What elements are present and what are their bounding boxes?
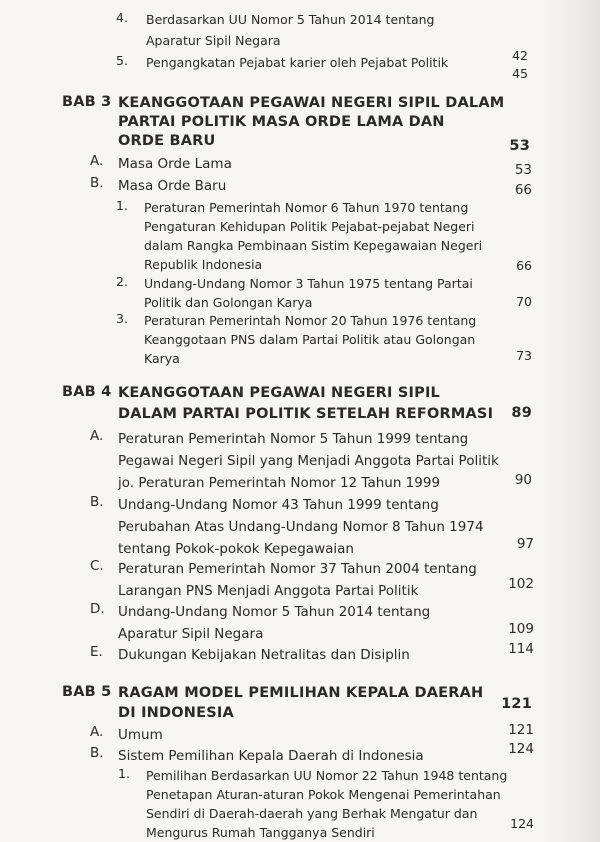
item-number: 1. xyxy=(118,766,130,781)
chapter-label: BAB 5 xyxy=(62,684,112,700)
page-number: 124 xyxy=(510,816,534,831)
page-number: 66 xyxy=(516,258,532,273)
item-number: 5. xyxy=(116,53,128,68)
section-line: Umum xyxy=(118,727,163,743)
section-line: Masa Orde Lama xyxy=(118,156,232,172)
page-number: 114 xyxy=(508,641,534,657)
section-letter: A. xyxy=(90,428,104,444)
page-number: 97 xyxy=(516,536,534,552)
page-number: 109 xyxy=(508,621,534,637)
item-number: 1. xyxy=(116,198,128,213)
item-line: Peraturan Pemerintah Nomor 20 Tahun 1976 tentang xyxy=(144,313,477,328)
section-line: Undang-Undang Nomor 5 Tahun 2014 tentang xyxy=(118,604,431,620)
chapter-title-line: ORDE BARU xyxy=(118,133,216,149)
page-edge-shadow xyxy=(544,0,600,842)
item-line: Undang-Undang Nomor 3 Tahun 1975 tentang Partai xyxy=(144,276,473,291)
page-number: 89 xyxy=(511,405,532,421)
section-line: Peraturan Pemerintah Nomor 5 Tahun 1999 tentang xyxy=(118,431,469,447)
page-number: 70 xyxy=(516,294,532,309)
section-line: Aparatur Sipil Negara xyxy=(118,626,264,642)
item-number: 2. xyxy=(116,274,128,289)
section-letter: E. xyxy=(90,644,103,660)
page-number: 121 xyxy=(501,696,532,712)
chapter-title-line: PARTAI POLITIK MASA ORDE LAMA DAN xyxy=(118,114,445,130)
item-line: Republik Indonesia xyxy=(144,257,263,272)
section-line: Peraturan Pemerintah Nomor 37 Tahun 2004 tentang xyxy=(118,561,477,577)
section-line: Sistem Pemilihan Kepala Daerah di Indonesia xyxy=(118,748,424,764)
chapter-label: BAB 4 xyxy=(62,384,112,400)
section-letter: B. xyxy=(90,494,104,510)
chapter-label: BAB 3 xyxy=(62,94,112,110)
section-letter: A. xyxy=(90,724,104,740)
chapter-title-line: KEANGGOTAAN PEGAWAI NEGERI SIPIL DALAM xyxy=(118,95,505,111)
item-line: Politik dan Golongan Karya xyxy=(144,295,313,310)
chapter-title-line: DALAM PARTAI POLITIK SETELAH REFORMASI xyxy=(118,406,494,422)
section-line: Masa Orde Baru xyxy=(118,178,227,194)
item-number: 3. xyxy=(116,311,128,326)
chapter-title-line: KEANGGOTAAN PEGAWAI NEGERI SIPIL xyxy=(118,385,440,401)
item-line: Keanggotaan PNS dalam Partai Politik atau Golongan xyxy=(144,332,476,347)
item-line: dalam Rangka Pembinaan Sistim Kepegawaian Negeri xyxy=(144,238,483,253)
item-line: Penetapan Aturan-aturan Pokok Mengenai Pemerintahan xyxy=(146,787,501,802)
section-line: Undang-Undang Nomor 43 Tahun 1999 tentang xyxy=(118,497,439,513)
page-number: 53 xyxy=(509,138,530,154)
page-number: 42 xyxy=(512,48,528,63)
item-line: Pengaturan Kehidupan Politik Pejabat-pejabat Negeri xyxy=(144,219,475,234)
section-line: Larangan PNS Menjadi Anggota Partai Politik xyxy=(118,583,419,599)
section-line: tentang Pokok-pokok Kepegawaian xyxy=(118,541,354,557)
page-number: 121 xyxy=(508,722,534,738)
item-line: Aparatur Sipil Negara xyxy=(146,33,281,48)
section-line: Dukungan Kebijakan Netralitas dan Disiplin xyxy=(118,647,410,663)
page-number: 73 xyxy=(516,348,532,363)
chapter-title-line: RAGAM MODEL PEMILIHAN KEPALA DAERAH xyxy=(118,685,484,701)
section-letter: B. xyxy=(90,745,104,761)
item-line: Berdasarkan UU Nomor 5 Tahun 2014 tentang xyxy=(146,12,435,27)
page-number: 124 xyxy=(508,741,534,757)
section-letter: A. xyxy=(90,153,104,169)
item-line: Pemilihan Berdasarkan UU Nomor 22 Tahun 1948 tentang xyxy=(146,768,508,783)
section-letter: D. xyxy=(90,601,105,617)
item-number: 4. xyxy=(116,10,128,25)
item-line: Pengangkatan Pejabat karier oleh Pejabat Politik xyxy=(146,55,449,70)
item-line: Karya xyxy=(144,351,180,366)
item-line: Peraturan Pemerintah Nomor 6 Tahun 1970 tentang xyxy=(144,200,469,215)
section-line: Pegawai Negeri Sipil yang Menjadi Anggota Partai Politik xyxy=(118,453,499,469)
page-number: 90 xyxy=(514,472,532,488)
page-number: 102 xyxy=(508,576,534,592)
section-letter: C. xyxy=(90,558,104,574)
section-line: jo. Peraturan Pemerintah Nomor 12 Tahun 1999 xyxy=(118,475,441,491)
page-number: 45 xyxy=(512,66,528,81)
page-number: 66 xyxy=(514,182,532,198)
section-line: Perubahan Atas Undang-Undang Nomor 8 Tahun 1974 xyxy=(118,519,484,535)
chapter-title-line: DI INDONESIA xyxy=(118,705,234,721)
item-line: Sendiri di Daerah-daerah yang Berhak Mengatur dan xyxy=(146,806,478,821)
item-line: Mengurus Rumah Tangganya Sendiri xyxy=(146,825,375,840)
page-number: 53 xyxy=(514,162,532,178)
section-letter: B. xyxy=(90,175,104,191)
